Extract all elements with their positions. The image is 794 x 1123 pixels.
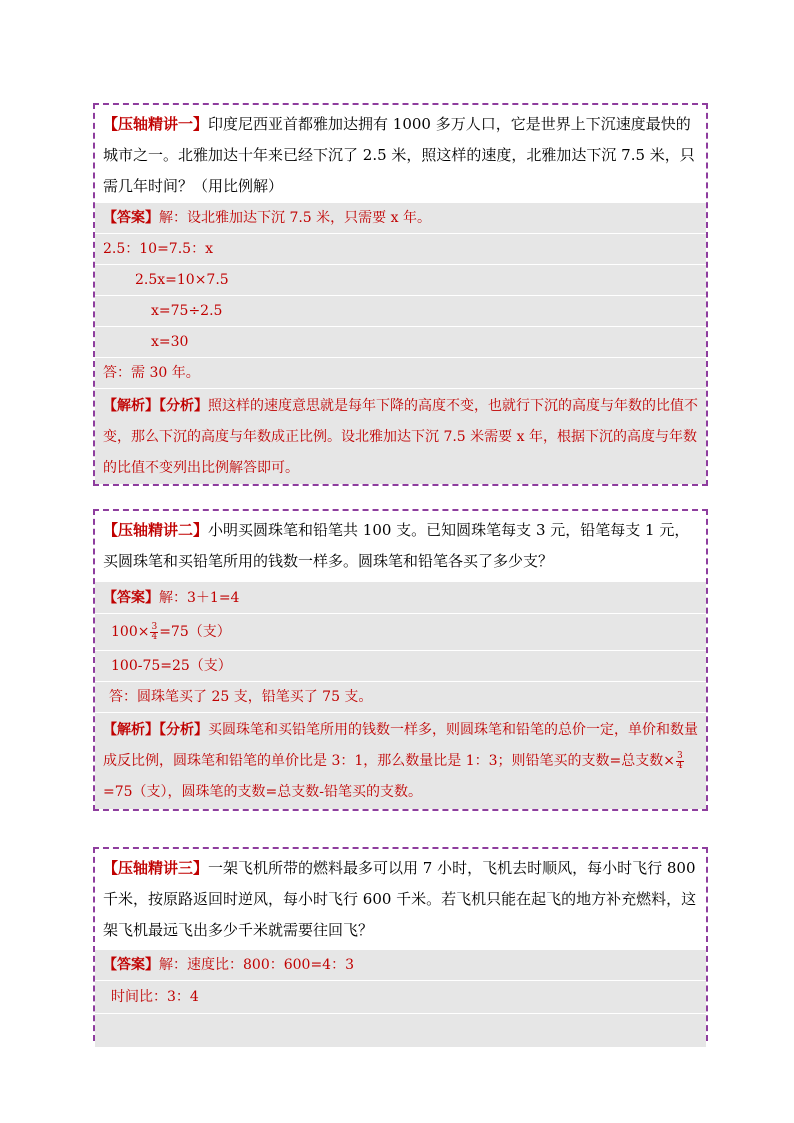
question-text: 一架飞机所带的燃料最多可以用 7 小时，飞机去时顺风，每小时飞行 800 千米，按原路返回时逆风，每小时飞行 600 千米。若飞机只能在起飞的地方补充燃料，这架飞机最远飞出多少千米就需要往回飞？ [103,859,697,939]
fraction [150,623,158,642]
answer-line: 解：速度比：800：600=4：3 [159,957,354,973]
question-tag: 【压轴精讲二】 [103,521,209,539]
fraction-numerator: 3 [677,750,683,761]
step-text: 100× [111,624,150,640]
step-row [95,233,706,264]
answer-row [95,202,706,233]
step-text: 2.5：10=7.5：x [103,241,213,257]
conclusion-text: 答：圆珠笔买了 25 支，铅笔买了 75 支。 [109,689,373,705]
problem-card-1 [93,103,708,486]
question-tag: 【压轴精讲一】 [103,115,209,133]
blank-row [95,1013,706,1047]
question-text: 印度尼西亚首都雅加达拥有 1000 多万人口，它是世界上下沉速度最快的城市之一。北雅加达十年来已经下沉了 2.5 米，照这样的速度，北雅加达下沉 7.5 米，只需几年时间？（用比例解） [103,115,695,195]
step-text: x=30 [151,334,189,350]
analysis-tag: 【解析】【分析】 [103,398,208,414]
problem-card-3 [93,847,708,1041]
problem-card-2 [93,509,708,811]
answer-tag: 【答案】 [103,957,159,973]
answer-tag: 【答案】 [103,590,159,606]
analysis-text: =75（支），圆珠笔的支数=总支数-铅笔买的支数。 [103,784,423,800]
question-1 [95,105,706,202]
fraction-denominator: 4 [677,760,683,771]
analysis-tag: 【解析】【分析】 [103,722,208,738]
analysis-text: 照这样的速度意思就是每年下降的高度不变，也就行下沉的高度与年数的比值不变，那么下沉的高度与年数成正比例。设北雅加达下沉 7.5 米需要 x 年，根据下沉的高度与年数的比值不变列出比例解答即可。 [103,398,698,476]
answer-line: 解：设北雅加达下沉 7.5 米，只需要 x 年。 [159,210,431,226]
question-tag: 【压轴精讲三】 [103,859,209,877]
analysis-row [95,388,706,484]
analysis-text: 买圆珠笔和买铅笔所用的钱数一样多，则圆珠笔和铅笔的总价一定，单价和数量成反比例，圆珠笔和铅笔的单价比是 3：1，那么数量比是 1：3；则铅笔买的支数=总支数× [103,722,698,769]
fraction [676,752,684,771]
fraction-denominator: 4 [151,631,158,642]
answer-row [95,949,706,980]
step-text: 时间比：3：4 [111,989,199,1005]
answer-row [95,581,706,613]
conclusion-row [95,357,706,388]
step-row [95,295,706,326]
step-row [95,980,706,1013]
conclusion-text: 答：需 30 年。 [103,365,200,381]
conclusion-row [95,681,706,712]
step-row [95,613,706,650]
step-row [95,650,706,681]
analysis-row [95,712,706,809]
step-text: x=75÷2.5 [151,303,223,319]
fraction-numerator: 3 [151,621,158,632]
step-text: 100-75=25（支） [111,658,232,674]
answer-line: 解：3＋1=4 [159,590,240,606]
step-row [95,326,706,357]
answer-tag: 【答案】 [103,210,159,226]
question-text: 小明买圆珠笔和铅笔共 100 支。已知圆珠笔每支 3 元，铅笔每支 1 元，买圆珠笔和买铅笔所用的钱数一样多。圆珠笔和铅笔各买了多少支？ [103,521,690,570]
question-3 [95,849,706,949]
step-text: =75（支） [159,624,231,640]
step-row [95,264,706,295]
step-text: 2.5x=10×7.5 [135,272,229,288]
question-2 [95,511,706,581]
